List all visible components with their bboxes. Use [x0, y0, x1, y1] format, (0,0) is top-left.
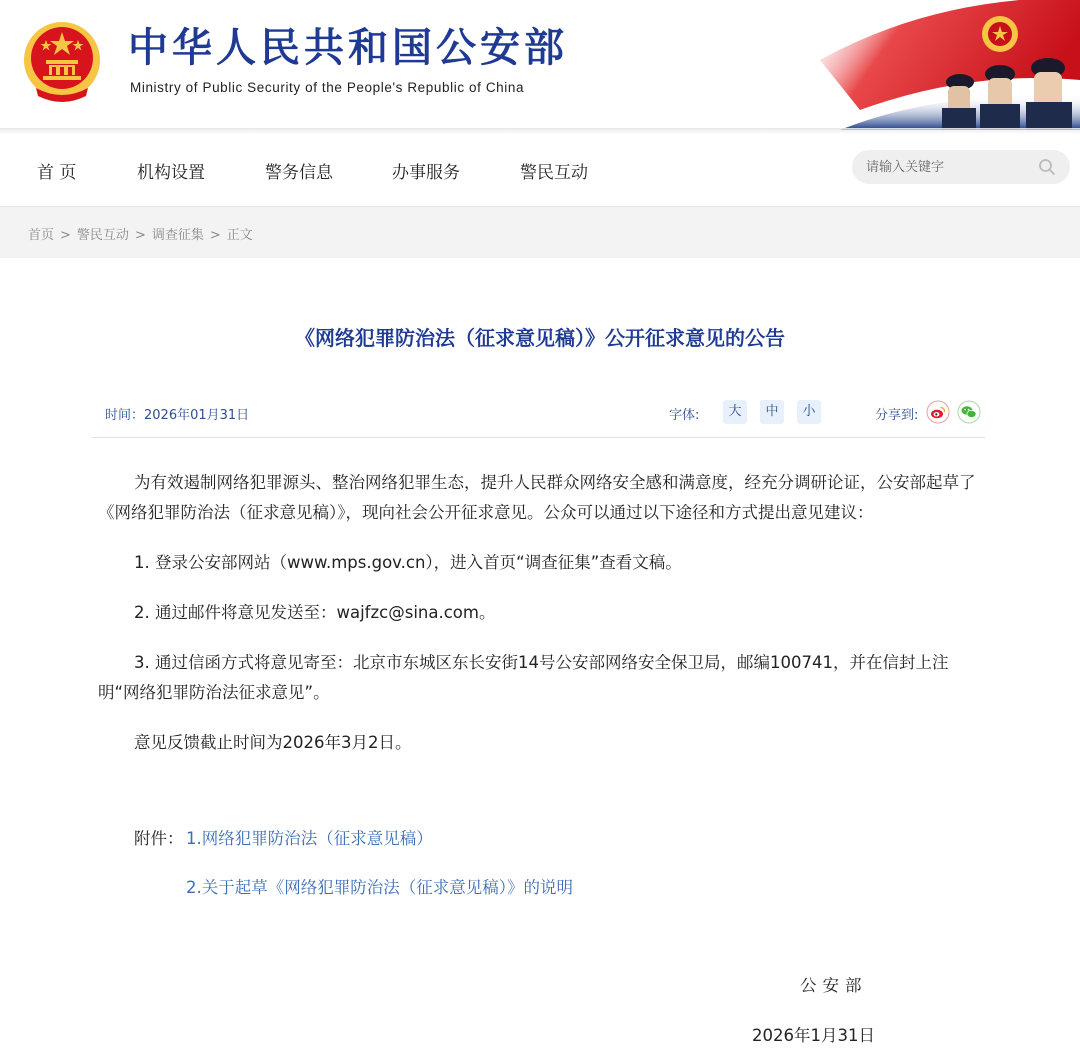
nav-item-police-info[interactable]: 警务信息: [265, 163, 333, 183]
breadcrumb-current: 正文: [226, 228, 253, 243]
article-meta-bar: [92, 398, 985, 438]
breadcrumb-interaction[interactable]: 警民互动: [76, 228, 129, 243]
breadcrumb-separator: >: [134, 228, 146, 243]
font-size-large-button[interactable]: 大: [723, 400, 747, 424]
publish-date: [105, 404, 249, 423]
nav-item-interaction[interactable]: 警民互动: [520, 163, 588, 183]
article-paragraph: 2. 通过邮件将意见发送至：wajfzc@sina.com。: [134, 603, 496, 622]
site-title: 中华人民共和国公安部: [128, 25, 568, 71]
nav-item-services[interactable]: 办事服务: [392, 163, 460, 183]
article-title: 《网络犯罪防治法（征求意见稿）》公开征求意见的公告: [295, 326, 785, 350]
attachment-link-explanation[interactable]: 2.关于起草《网络犯罪防治法（征求意见稿）》的说明: [186, 878, 573, 897]
breadcrumb-survey[interactable]: 调查征集: [151, 228, 204, 243]
breadcrumb-bar: [0, 206, 1080, 258]
site-header: [0, 0, 1080, 130]
attachment-link-draft[interactable]: 1.网络犯罪防治法（征求意见稿）: [186, 829, 433, 848]
article-paragraph: 意见反馈截止时间为2026年3月2日。: [134, 733, 412, 752]
police-banner-image: [800, 0, 1080, 130]
wechat-icon[interactable]: [957, 400, 981, 424]
font-size-label: 字体:: [669, 408, 700, 423]
font-size-small-button[interactable]: 小: [797, 400, 821, 424]
main-nav: [0, 134, 1080, 206]
signature: 公安部: [800, 976, 868, 995]
signature-date: 2026年1月31日: [752, 1026, 875, 1045]
nav-item-organization[interactable]: 机构设置: [137, 163, 205, 183]
search-icon[interactable]: [1038, 158, 1056, 176]
search-input[interactable]: [866, 157, 1026, 177]
attachments-label: 附件：: [134, 829, 184, 848]
publish-date-label: 时间：: [105, 408, 145, 423]
breadcrumb-separator: >: [209, 228, 221, 243]
breadcrumb-home[interactable]: 首页: [28, 228, 55, 243]
article-paragraph: 为有效遏制网络犯罪源头、整治网络犯罪生态，提升人民群众网络安全感和满意度，经充分调研论证，公安部起草了《网络犯罪防治法（征求意见稿）》，现向社会公开征求意见。公众可以通过以下途径和方式提出意见建议：: [98, 473, 976, 522]
article-paragraph: 3. 通过信函方式将意见寄至：北京市东城区东长安街14号公安部网络安全保卫局，邮编100741，并在信封上注明“网络犯罪防治法征求意见”。: [98, 653, 949, 702]
national-emblem-icon[interactable]: [22, 16, 102, 104]
font-size-medium-button[interactable]: 中: [760, 400, 784, 424]
nav-item-home[interactable]: 首 页: [37, 163, 77, 183]
article-paragraph: 1. 登录公安部网站（www.mps.gov.cn），进入首页“调查征集”查看文稿。: [134, 553, 682, 572]
publish-date-value: 2026年01月31日: [144, 408, 250, 423]
search-box: [852, 150, 1070, 184]
weibo-icon[interactable]: [926, 400, 950, 424]
breadcrumb-separator: >: [60, 228, 71, 243]
site-subtitle: Ministry of Public Security of the People's Republic of China: [130, 80, 525, 95]
breadcrumb: [28, 224, 253, 243]
share-label: 分享到:: [875, 408, 919, 423]
